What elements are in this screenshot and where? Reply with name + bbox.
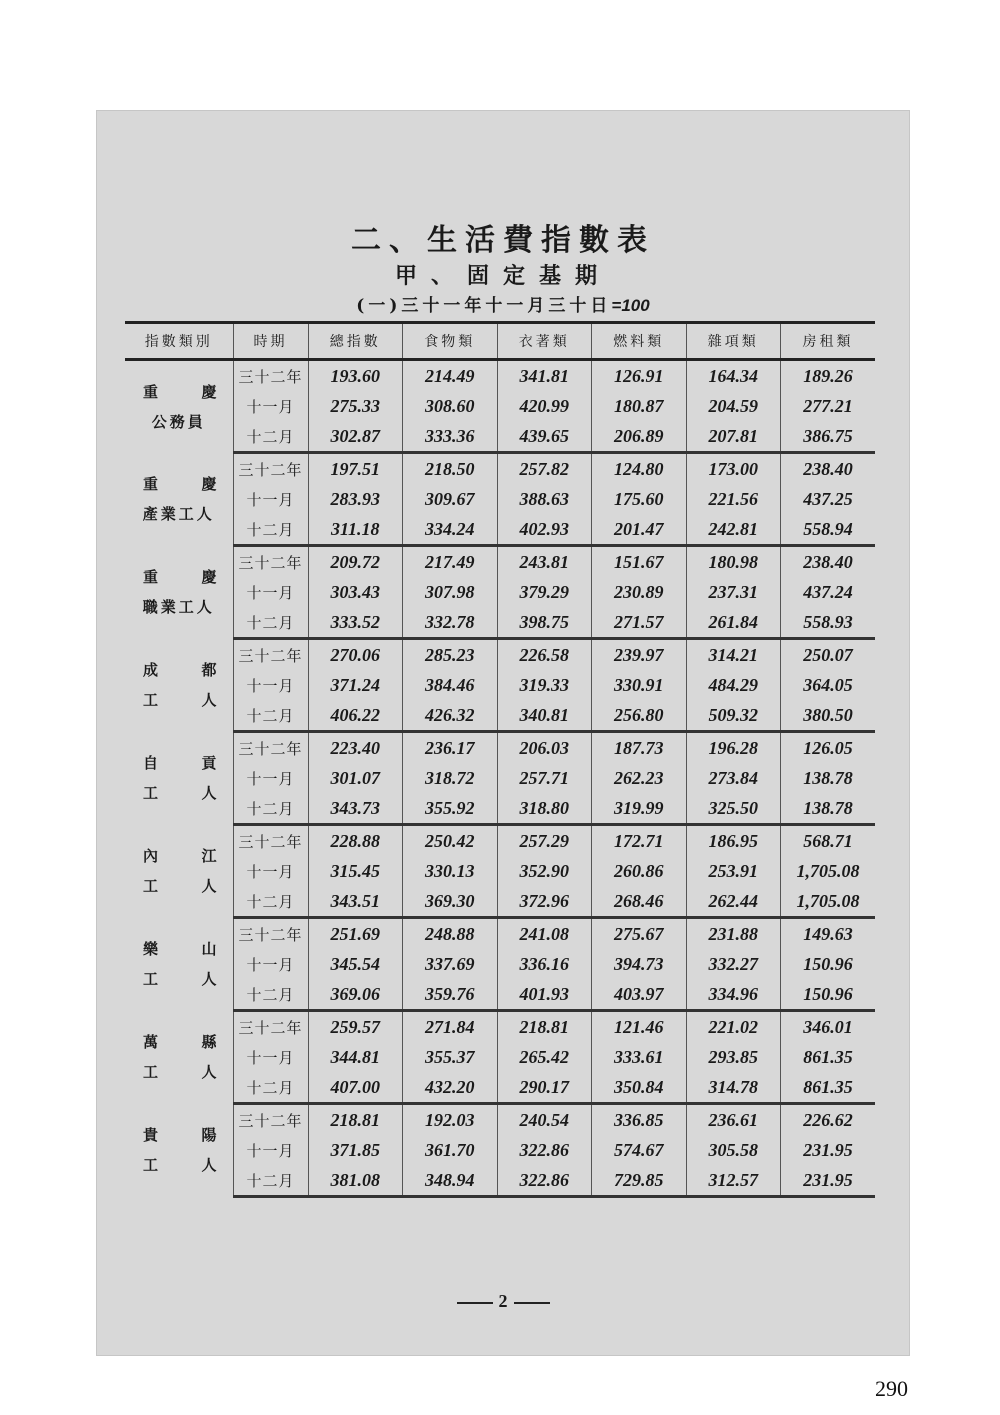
value-cell: 236.61 [686,1104,781,1136]
city-char: 江 [201,847,217,865]
value-cell: 228.88 [308,825,403,857]
value-cell: 729.85 [592,1165,687,1197]
value-cell: 437.25 [781,484,876,514]
value-cell: 509.32 [686,700,781,732]
category-city [125,562,233,592]
table-row [125,856,875,886]
value-cell: 149.63 [781,918,876,950]
value-cell: 361.70 [403,1135,498,1165]
value-cell: 403.97 [592,979,687,1011]
table-row [125,763,875,793]
dash-left [457,1302,493,1304]
class-char: 人 [201,691,217,709]
city-char: 重 [143,382,159,401]
header-rent: 房租類 [781,323,876,360]
value-cell: 260.86 [592,856,687,886]
city-char: 慶 [201,382,217,401]
value-cell: 1,705.08 [781,856,876,886]
table-row [125,639,875,671]
value-cell: 218.50 [403,453,498,485]
value-cell: 302.87 [308,421,403,453]
table-row [125,732,875,764]
value-cell: 126.91 [592,360,687,392]
table-row [125,1042,875,1072]
value-cell: 386.75 [781,421,876,453]
value-cell: 253.91 [686,856,781,886]
class-char: 工 [143,970,159,988]
value-cell: 332.78 [403,607,498,639]
period-cell: 三十二年 [233,918,308,950]
value-cell: 355.37 [403,1042,498,1072]
value-cell: 257.82 [497,453,592,485]
category-city [125,841,233,871]
value-cell: 218.81 [308,1104,403,1136]
city-char: 內 [143,847,159,865]
value-cell: 344.81 [308,1042,403,1072]
period-cell: 三十二年 [233,546,308,578]
value-cell: 285.23 [403,639,498,671]
category-class: 職業工人 [142,598,215,616]
period-cell: 十一月 [233,577,308,607]
value-cell: 250.42 [403,825,498,857]
category-city [125,377,233,407]
table-row [125,1135,875,1165]
value-cell: 189.26 [781,360,876,392]
value-cell: 214.49 [403,360,498,392]
period-cell: 十一月 [233,1135,308,1165]
value-cell: 369.06 [308,979,403,1011]
period-cell: 十一月 [233,949,308,979]
value-cell: 268.46 [592,886,687,918]
value-cell: 243.81 [497,546,592,578]
category-city [125,655,233,685]
category-cell [125,1011,233,1104]
value-cell: 330.13 [403,856,498,886]
category-city [125,469,233,499]
city-char: 重 [143,475,159,493]
city-char: 貢 [201,754,217,772]
value-cell: 236.17 [403,732,498,764]
city-char: 都 [201,661,217,679]
value-cell: 407.00 [308,1072,403,1104]
value-cell: 402.93 [497,514,592,546]
value-cell: 322.86 [497,1135,592,1165]
base-period-label: (一)三十一年十一月三十日 [356,296,612,316]
class-char: 工 [143,691,159,709]
value-cell: 150.96 [781,979,876,1011]
value-cell: 439.65 [497,421,592,453]
value-cell: 318.80 [497,793,592,825]
value-cell: 388.63 [497,484,592,514]
value-cell: 265.42 [497,1042,592,1072]
value-cell: 348.94 [403,1165,498,1197]
value-cell: 319.33 [497,670,592,700]
period-cell: 十一月 [233,763,308,793]
scanned-page [96,110,910,1356]
table-row [125,1072,875,1104]
table-title: 二、生活費指數表 [351,223,655,258]
base-period [97,291,909,316]
value-cell: 250.07 [781,639,876,671]
value-cell: 186.95 [686,825,781,857]
category-class [125,871,233,901]
value-cell: 325.50 [686,793,781,825]
value-cell: 305.58 [686,1135,781,1165]
class-char: 人 [201,970,217,988]
category-city [125,1027,233,1057]
value-cell: 217.49 [403,546,498,578]
value-cell: 206.03 [497,732,592,764]
value-cell: 384.46 [403,670,498,700]
value-cell: 343.73 [308,793,403,825]
value-cell: 437.24 [781,577,876,607]
value-cell: 257.71 [497,763,592,793]
value-cell: 309.67 [403,484,498,514]
value-cell: 126.05 [781,732,876,764]
table-row [125,670,875,700]
value-cell: 303.43 [308,577,403,607]
value-cell: 230.89 [592,577,687,607]
table-row [125,1165,875,1197]
class-char: 工 [143,1063,159,1081]
value-cell: 231.95 [781,1135,876,1165]
value-cell: 270.06 [308,639,403,671]
period-cell: 十二月 [233,700,308,732]
value-cell: 401.93 [497,979,592,1011]
category-city [125,934,233,964]
value-cell: 271.84 [403,1011,498,1043]
value-cell: 221.02 [686,1011,781,1043]
class-char: 人 [201,1063,217,1081]
value-cell: 223.40 [308,732,403,764]
value-cell: 420.99 [497,391,592,421]
table-row [125,918,875,950]
value-cell: 150.96 [781,949,876,979]
base-period-value: =100 [611,296,650,315]
header-fuel: 燃料類 [592,323,687,360]
value-cell: 240.54 [497,1104,592,1136]
period-cell: 十一月 [233,856,308,886]
value-cell: 275.33 [308,391,403,421]
value-cell: 574.67 [592,1135,687,1165]
value-cell: 207.81 [686,421,781,453]
value-cell: 341.81 [497,360,592,392]
value-cell: 197.51 [308,453,403,485]
city-char: 慶 [201,568,217,586]
header-total: 總指數 [308,323,403,360]
category-cell [125,732,233,825]
value-cell: 293.85 [686,1042,781,1072]
city-char: 縣 [201,1033,217,1051]
value-cell: 307.98 [403,577,498,607]
value-cell: 231.88 [686,918,781,950]
period-cell: 十二月 [233,886,308,918]
table-row [125,360,875,392]
table-row [125,1011,875,1043]
city-char: 山 [201,940,217,958]
period-cell: 十二月 [233,1072,308,1104]
value-cell: 484.29 [686,670,781,700]
city-char: 自 [143,754,159,772]
table-row [125,484,875,514]
table-row [125,607,875,639]
table-row [125,793,875,825]
value-cell: 861.35 [781,1042,876,1072]
value-cell: 398.75 [497,607,592,639]
value-cell: 138.78 [781,793,876,825]
table-row [125,546,875,578]
header-food: 食物類 [403,323,498,360]
value-cell: 380.50 [781,700,876,732]
table-row [125,886,875,918]
value-cell: 221.56 [686,484,781,514]
value-cell: 345.54 [308,949,403,979]
category-class [125,778,233,808]
value-cell: 242.81 [686,514,781,546]
city-char: 萬 [143,1033,159,1051]
value-cell: 231.95 [781,1165,876,1197]
value-cell: 371.24 [308,670,403,700]
value-cell: 201.47 [592,514,687,546]
value-cell: 336.85 [592,1104,687,1136]
value-cell: 314.21 [686,639,781,671]
dash-right [514,1302,550,1304]
value-cell: 558.94 [781,514,876,546]
value-cell: 346.01 [781,1011,876,1043]
table-row [125,700,875,732]
value-cell: 193.60 [308,360,403,392]
period-cell: 十二月 [233,607,308,639]
city-char: 貴 [143,1126,159,1144]
value-cell: 406.22 [308,700,403,732]
class-char: 人 [201,877,217,895]
period-cell: 十二月 [233,979,308,1011]
city-char: 樂 [143,940,159,958]
category-cell [125,1104,233,1197]
table-row [125,514,875,546]
value-cell: 333.36 [403,421,498,453]
value-cell: 319.99 [592,793,687,825]
value-cell: 257.29 [497,825,592,857]
header-period: 時期 [233,323,308,360]
value-cell: 251.69 [308,918,403,950]
value-cell: 355.92 [403,793,498,825]
value-cell: 277.21 [781,391,876,421]
value-cell: 151.67 [592,546,687,578]
value-cell: 369.30 [403,886,498,918]
value-cell: 343.51 [308,886,403,918]
period-cell: 三十二年 [233,732,308,764]
period-cell: 三十二年 [233,1104,308,1136]
value-cell: 364.05 [781,670,876,700]
value-cell: 241.08 [497,918,592,950]
period-cell: 十一月 [233,670,308,700]
category-class [125,964,233,994]
value-cell: 372.96 [497,886,592,918]
page-number: 2 [498,1291,508,1311]
value-cell: 333.61 [592,1042,687,1072]
table-row [125,825,875,857]
category-class: 產業工人 [142,505,215,523]
table-row [125,949,875,979]
value-cell: 340.81 [497,700,592,732]
header-category: 指數類別 [125,323,233,360]
value-cell: 192.03 [403,1104,498,1136]
value-cell: 432.20 [403,1072,498,1104]
period-cell: 十二月 [233,421,308,453]
value-cell: 381.08 [308,1165,403,1197]
table-row [125,1104,875,1136]
period-cell: 三十二年 [233,453,308,485]
category-city [125,1120,233,1150]
value-cell: 861.35 [781,1072,876,1104]
period-cell: 十二月 [233,793,308,825]
class-char: 工 [143,877,159,895]
value-cell: 175.60 [592,484,687,514]
value-cell: 172.71 [592,825,687,857]
table-row [125,391,875,421]
value-cell: 238.40 [781,453,876,485]
category-class: 公務員 [151,412,206,431]
value-cell: 333.52 [308,607,403,639]
value-cell: 237.31 [686,577,781,607]
category-class [125,1057,233,1087]
category-cell [125,825,233,918]
value-cell: 334.96 [686,979,781,1011]
city-char: 慶 [201,475,217,493]
value-cell: 164.34 [686,360,781,392]
category-cell [125,639,233,732]
value-cell: 359.76 [403,979,498,1011]
value-cell: 283.93 [308,484,403,514]
period-cell: 十二月 [233,1165,308,1197]
value-cell: 379.29 [497,577,592,607]
value-cell: 273.84 [686,763,781,793]
value-cell: 350.84 [592,1072,687,1104]
value-cell: 1,705.08 [781,886,876,918]
folio-number: 290 [875,1376,908,1401]
value-cell: 238.40 [781,546,876,578]
value-cell: 311.18 [308,514,403,546]
value-cell: 239.97 [592,639,687,671]
value-cell: 173.00 [686,453,781,485]
value-cell: 226.58 [497,639,592,671]
table-row [125,979,875,1011]
class-char: 工 [143,1156,159,1174]
header-clothing: 衣著類 [497,323,592,360]
value-cell: 259.57 [308,1011,403,1043]
header-misc: 雜項類 [686,323,781,360]
value-cell: 261.84 [686,607,781,639]
value-cell: 332.27 [686,949,781,979]
period-cell: 十一月 [233,1042,308,1072]
value-cell: 275.67 [592,918,687,950]
value-cell: 337.69 [403,949,498,979]
value-cell: 204.59 [686,391,781,421]
value-cell: 315.45 [308,856,403,886]
page-number-mark [97,1291,909,1312]
value-cell: 314.78 [686,1072,781,1104]
value-cell: 394.73 [592,949,687,979]
value-cell: 180.87 [592,391,687,421]
value-cell: 262.23 [592,763,687,793]
value-cell: 371.85 [308,1135,403,1165]
category-cell [125,918,233,1011]
value-cell: 248.88 [403,918,498,950]
value-cell: 290.17 [497,1072,592,1104]
value-cell: 262.44 [686,886,781,918]
period-cell: 三十二年 [233,1011,308,1043]
value-cell: 209.72 [308,546,403,578]
period-cell: 十二月 [233,514,308,546]
value-cell: 312.57 [686,1165,781,1197]
class-char: 人 [201,784,217,802]
period-cell: 三十二年 [233,360,308,392]
value-cell: 187.73 [592,732,687,764]
value-cell: 352.90 [497,856,592,886]
value-cell: 558.93 [781,607,876,639]
value-cell: 330.91 [592,670,687,700]
header-row [125,323,875,360]
category-class [125,685,233,715]
value-cell: 334.24 [403,514,498,546]
table-row [125,577,875,607]
category-city [125,748,233,778]
period-cell: 十一月 [233,484,308,514]
value-cell: 138.78 [781,763,876,793]
category-class [125,1150,233,1180]
class-char: 工 [143,784,159,802]
value-cell: 196.28 [686,732,781,764]
period-cell: 三十二年 [233,639,308,671]
period-cell: 十一月 [233,391,308,421]
class-char: 人 [201,1156,217,1174]
table-row [125,421,875,453]
value-cell: 206.89 [592,421,687,453]
value-cell: 322.86 [497,1165,592,1197]
period-cell: 三十二年 [233,825,308,857]
value-cell: 308.60 [403,391,498,421]
value-cell: 121.46 [592,1011,687,1043]
city-char: 成 [143,661,159,679]
value-cell: 426.32 [403,700,498,732]
city-char: 重 [143,568,159,586]
category-cell [125,546,233,639]
table-row [125,453,875,485]
city-char: 陽 [201,1126,217,1144]
value-cell: 271.57 [592,607,687,639]
value-cell: 256.80 [592,700,687,732]
value-cell: 218.81 [497,1011,592,1043]
table-subtitle: 甲、固定基期 [394,263,611,289]
value-cell: 318.72 [403,763,498,793]
value-cell: 336.16 [497,949,592,979]
category-cell [125,453,233,546]
value-cell: 180.98 [686,546,781,578]
value-cell: 568.71 [781,825,876,857]
table-body [125,360,875,1197]
cost-of-living-index-table [125,321,875,1198]
category-cell [125,360,233,453]
value-cell: 226.62 [781,1104,876,1136]
value-cell: 124.80 [592,453,687,485]
value-cell: 301.07 [308,763,403,793]
